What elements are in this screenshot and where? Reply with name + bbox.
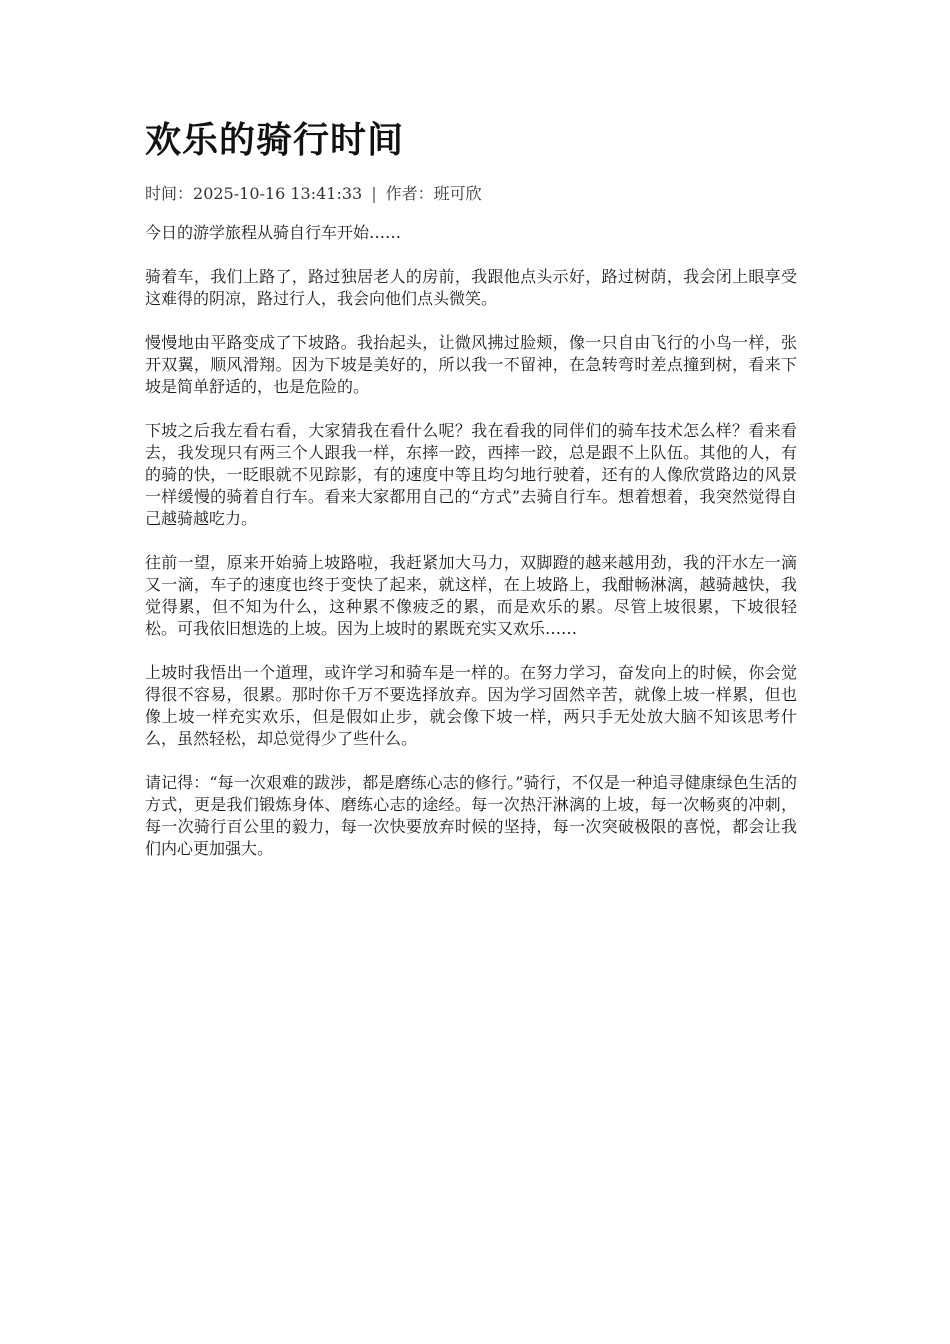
article-paragraph-1: 今日的游学旅程从骑自行车开始……	[145, 223, 402, 242]
article-body	[145, 222, 797, 860]
article-paragraph-5: 往前一望，原来开始骑上坡路啦，我赶紧加大马力，双脚蹬的越来越用劲，我的汗水左一滴又一滴，车子的速度也终于变快了起来，就这样，在上坡路上，我酣畅淋漓，越骑越快，我觉得累，但不知为什么，这种累不像疲乏的累，而是欢乐的累。尽管上坡很累，下坡很轻松。可我依旧想选的上坡。因为上坡时的累既充实又欢乐……	[145, 553, 797, 638]
author-name: 班可欣	[433, 184, 482, 203]
meta-separator: |	[371, 184, 377, 203]
article-paragraph-2: 骑着车，我们上路了，路过独居老人的房前，我跟他点头示好，路过树荫，我会闭上眼享受这难得的阴凉，路过行人，我会向他们点头微笑。	[145, 267, 797, 308]
article-paragraph-3: 慢慢地由平路变成了下坡路。我抬起头，让微风拂过脸颊，像一只自由飞行的小鸟一样，张开双翼，顺风滑翔。因为下坡是美好的，所以我一不留神，在急转弯时差点撞到树，看来下坡是简单舒适的，也是危险的。	[145, 333, 797, 396]
article-title: 欢乐的骑行时间	[145, 119, 405, 161]
publish-time: 2025-10-16 13:41:33	[193, 184, 363, 203]
article-paragraph-6: 上坡时我悟出一个道理，或许学习和骑车是一样的。在努力学习，奋发向上的时候，你会觉得很不容易，很累。那时你千万不要选择放弃。因为学习固然辛苦，就像上坡一样累，但也像上坡一样充实欢乐，但是假如止步，就会像下坡一样，两只手无处放大脑不知该思考什么，虽然轻松，却总觉得少了些什么。	[145, 663, 797, 748]
article-meta	[145, 182, 797, 206]
article-paragraph-7: 请记得：“每一次艰难的跋涉，都是磨练心志的修行。”骑行，不仅是一种追寻健康绿色生活的方式，更是我们锻炼身体、磨练心志的途经。每一次热汗淋漓的上坡，每一次畅爽的冲刺，每一次骑行百公里的毅力，每一次快要放弃时候的坚持，每一次突破极限的喜悦，都会让我们内心更加强大。	[145, 773, 797, 858]
article-paragraph-4: 下坡之后我左看右看，大家猜我在看什么呢？我在看我的同伴们的骑车技术怎么样？看来看去，我发现只有两三个人跟我一样，东摔一跤，西摔一跤，总是跟不上队伍。其他的人，有的骑的快，一眨眼就不见踪影，有的速度中等且均匀地行驶着，还有的人像欣赏路边的风景一样缓慢的骑着自行车。看来大家都用自己的“方式”去骑自行车。想着想着，我突然觉得自己越骑越吃力。	[145, 421, 797, 528]
time-label: 时间：	[145, 184, 194, 203]
author-label: 作者：	[385, 184, 434, 203]
article-page	[145, 112, 797, 882]
